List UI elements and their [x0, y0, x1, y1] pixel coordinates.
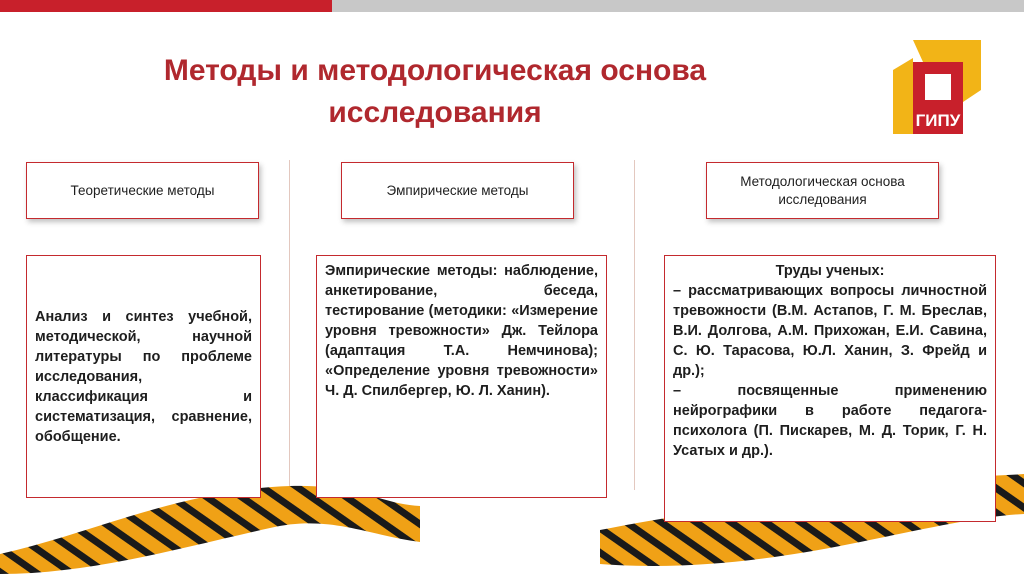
theoretical-methods-content	[26, 255, 261, 498]
list-item: – посвященные применению нейрографики в работе педагога-психолога (П. Пискарев, М. Д. Торик, Г. Н. Усатых и др.).	[673, 383, 987, 459]
theoretical-methods-text: Анализ и синтез учебной, методической, научной литературы по проблеме исследования, классификация и систематизация, сравнение, обобщение.	[35, 308, 252, 445]
empirical-methods-text: Эмпирические методы: наблюдение, анкетирование, беседа, тестирование (методики: «Измерение уровня тревожности» Дж. Тейлора (адаптация Т.А. Немчинова); «Определение уровня тревожности» Ч. Д. Спилбергер, Ю. Л. Ханин).	[325, 263, 598, 399]
gipu-logo	[893, 40, 981, 134]
top-accent-bar-gray	[332, 0, 1024, 12]
logo-text: ГИПУ	[915, 111, 961, 130]
list-item: – рассматривающих вопросы личностной тревожности (В.М. Астапов, Г. М. Бреслав, В.И. Долгова, А.М. Прихожан, Е.И. Савина, С. Ю. Тарасова, Ю.Л. Ханин, З. Фрейд и др.);	[673, 283, 987, 379]
slide-title: Методы и методологическая основа исследования	[163, 54, 707, 129]
methodological-basis-content	[664, 255, 996, 522]
empirical-methods-header: Эмпирические методы	[341, 162, 574, 219]
column-divider	[634, 160, 635, 490]
methodological-basis-header: Методологическая основа исследования	[706, 162, 939, 219]
column-divider	[289, 160, 290, 490]
empirical-methods-content	[316, 255, 607, 498]
top-accent-bar-red	[0, 0, 332, 12]
scholars-works-title: Труды ученых:	[775, 263, 885, 279]
theoretical-methods-header: Теоретические методы	[26, 162, 259, 219]
